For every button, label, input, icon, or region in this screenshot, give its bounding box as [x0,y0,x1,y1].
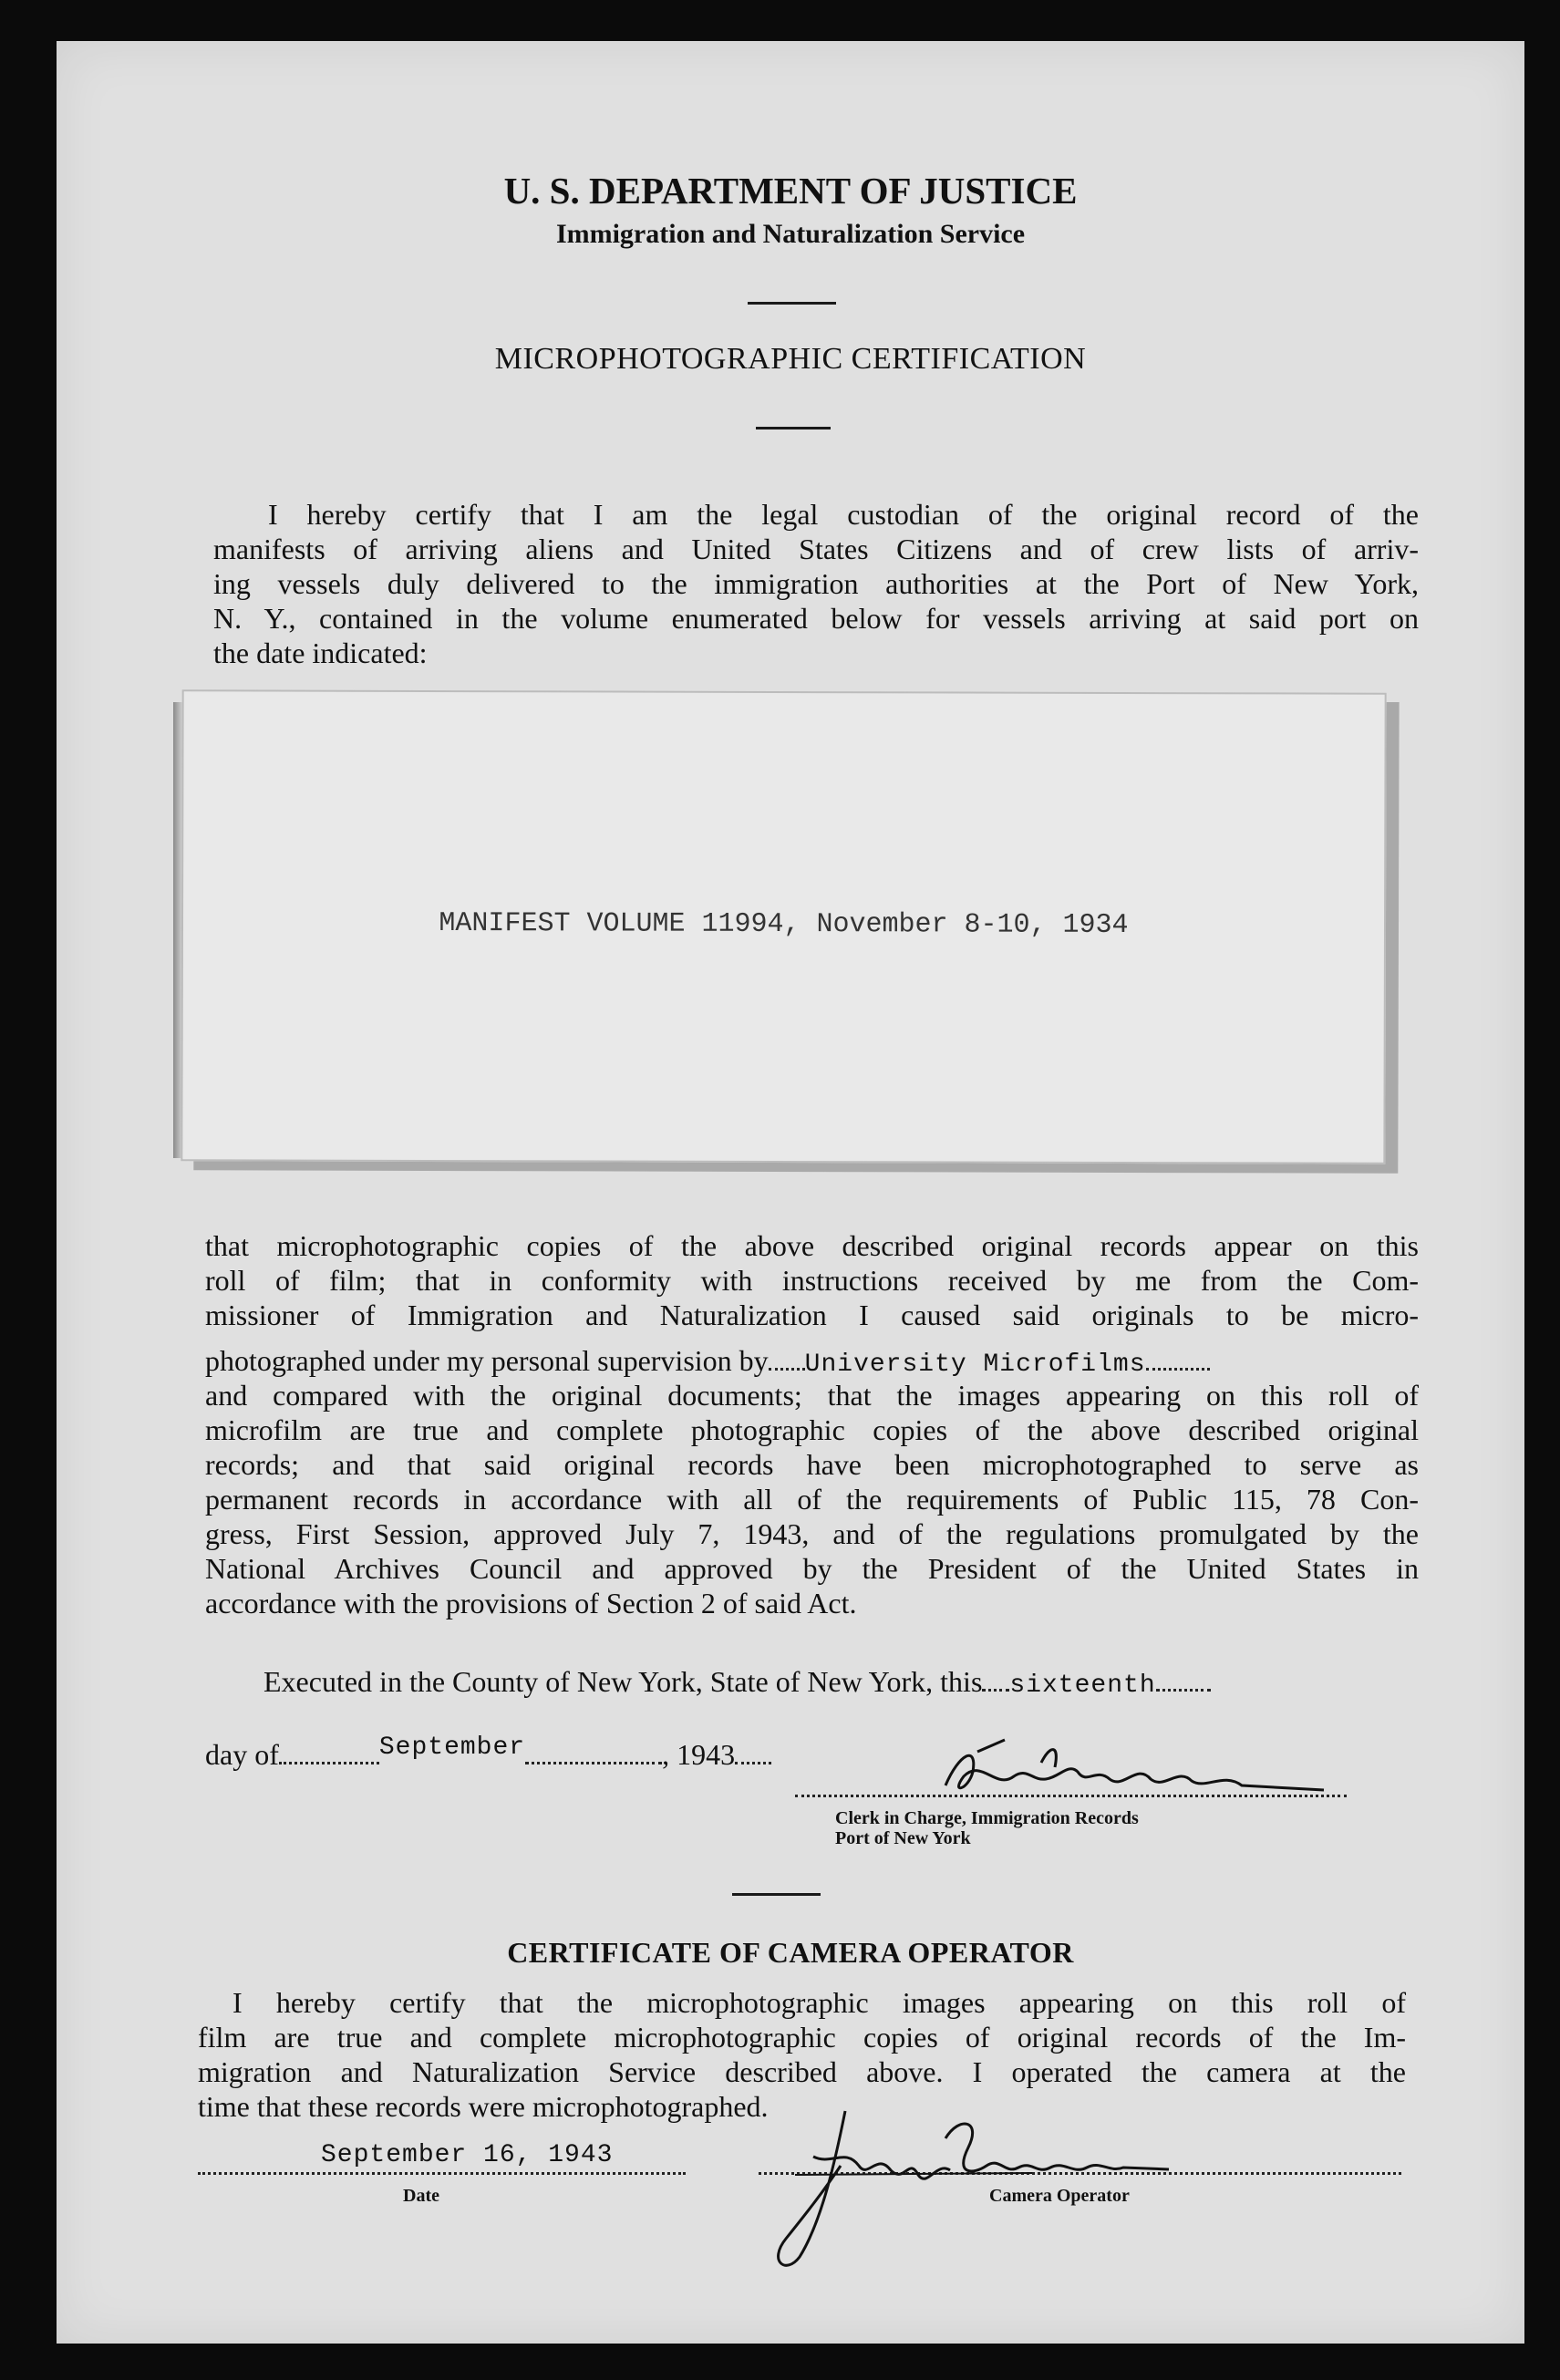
body-paragraph-continued [205,1378,1419,1620]
certification-title: MICROPHOTOGRAPHIC CERTIFICATION [494,342,1087,376]
paragraph-line: the date indicated: [213,636,428,669]
year: , 1943 [662,1738,736,1771]
paragraph-line: N. Y., contained in the volume enumerated below for vessels arriving at said port on [213,602,1419,635]
intro-paragraph [213,497,1419,670]
dotted-leader [735,1762,771,1764]
paragraph-line: accordance with the provisions of Section 2 of said Act. [205,1587,857,1619]
dotted-leader [279,1762,379,1764]
paragraph-line: time that these records were microphotographed. [198,2090,769,2123]
paragraph-line: roll of film; that in conformity with instructions received by me from the Com- [205,1264,1419,1297]
dotted-leader [525,1762,662,1764]
divider [756,427,831,429]
body-paragraph [205,1228,1419,1332]
manifest-volume-label: MANIFEST VOLUME 11994, November 8-10, 1934 [439,908,1129,941]
paragraph-line: migration and Naturalization Service described above. I operated the camera at the [198,2055,1406,2088]
dotted-leader [1146,1368,1210,1371]
executed-day: sixteenth [1009,1671,1156,1700]
paragraph-line: ing vessels duly delivered to the immigration authorities at the Port of New York, [213,567,1419,600]
paragraph-line: I hereby certify that the microphotographic images appearing on this roll of [232,1986,1406,2019]
department-heading: U. S. DEPARTMENT OF JUSTICE [503,170,1078,212]
service-subheading: Immigration and Naturalization Service [555,219,1026,249]
paragraph-line: missioner of Immigration and Naturalization I caused said originals to be micro- [205,1299,1419,1331]
dotted-leader [1156,1689,1211,1692]
month: September [378,1733,526,1762]
manifest-volume-card [181,689,1386,1164]
divider [732,1893,821,1896]
document-page [57,41,1524,2344]
operator-certificate-title: CERTIFICATE OF CAMERA OPERATOR [507,1936,1074,1969]
paragraph-line: gress, First Session, approved July 7, 1943, and of the regulations promulgated by the [205,1517,1419,1550]
executed-prefix: Executed in the County of New York, State of New York, this [263,1665,983,1698]
paragraph-line: permanent records in accordance with all of the requirements of Public 115, 78 Con- [205,1483,1419,1516]
supervision-line [205,1343,1419,1382]
paragraph-line: that microphotographic copies of the above described original records appear on this [205,1229,1419,1262]
operator-date: September 16, 1943 [321,2141,614,2169]
dotted-leader [982,1689,1009,1692]
supervision-prefix: photographed under my personal supervision by [205,1344,769,1377]
date-signature-line [198,2172,686,2175]
paragraph-line: microfilm are true and complete photographic copies of the above described original [205,1413,1419,1446]
executed-line [263,1664,1211,1703]
supervisor-name: University Microfilms [804,1350,1146,1379]
clerk-port: Port of New York [835,1828,971,1848]
day-of-line [205,1733,771,1776]
paragraph-line: I hereby certify that I am the legal custodian of the original record of the [268,498,1419,531]
date-label: Date [403,2186,439,2206]
paragraph-line: National Archives Council and approved by the President of the United States in [205,1552,1419,1585]
paragraph-line: film are true and complete microphotographic copies of original records of the Im- [198,2021,1406,2054]
divider [748,302,836,305]
operator-label: Camera Operator [989,2186,1130,2206]
day-of-prefix: day of [205,1738,279,1771]
dotted-leader [769,1368,805,1371]
clerk-title: Clerk in Charge, Immigration Records [835,1808,1139,1828]
paragraph-line: records; and that said original records have been microphotographed to serve as [205,1448,1419,1481]
clerk-signature [941,1735,1324,1813]
paragraph-line: manifests of arriving aliens and United States Citizens and of crew lists of arriv- [213,533,1419,565]
paragraph-line: and compared with the original documents; that the images appearing on this roll of [205,1379,1419,1412]
